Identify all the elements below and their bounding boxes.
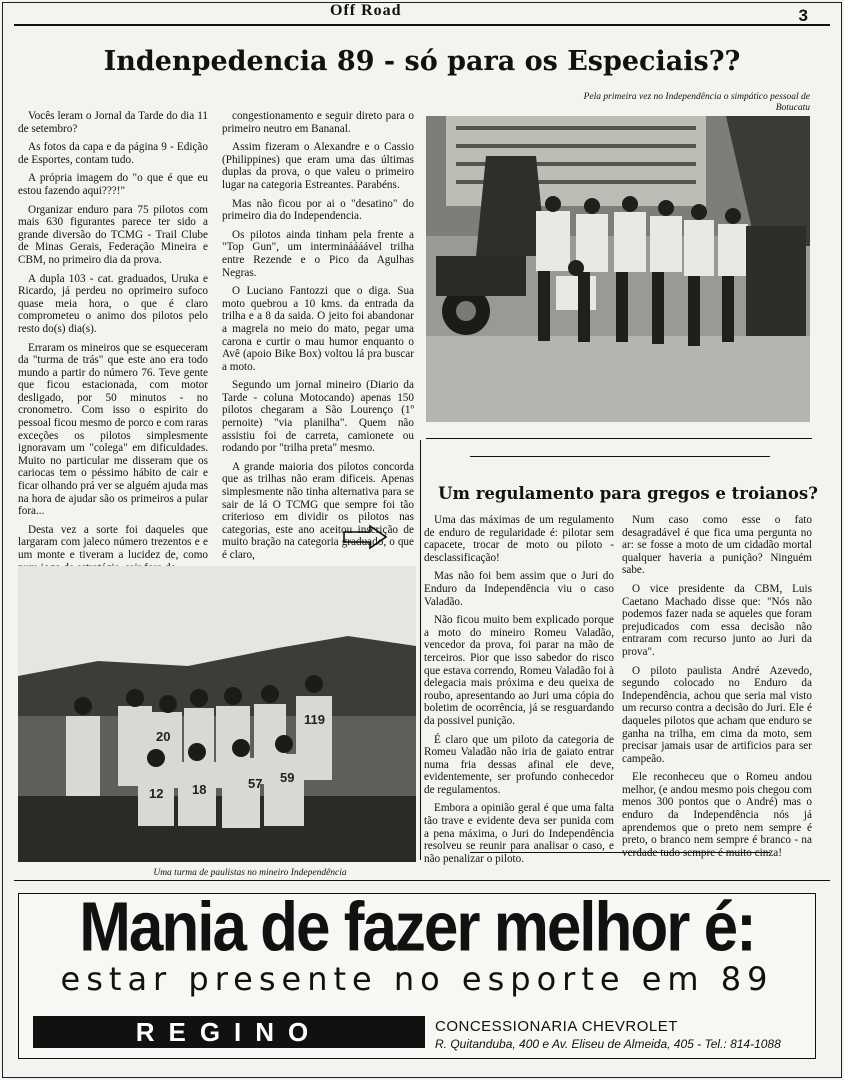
section-rule-top — [426, 438, 812, 439]
article-column-4 — [622, 514, 812, 865]
page-number: 3 — [798, 6, 808, 25]
headline: Indenpedencia 89 - só para os Especiais?? — [103, 46, 741, 77]
section-rule-short — [470, 456, 770, 457]
paragraph: congestionamento e seguir direto para o primeiro neutro em Bananal. — [222, 110, 414, 135]
paragraph: Assim fizeram o Alexandre e o Cassio (Philippines) que eram uma das últimas duplas da prova, o que valeu o primeiro lugar na categoria Estreantes. Parabéns. — [222, 141, 414, 191]
paragraph: Embora a opinião geral é que uma falta tão trave e evidente deva ser punida com a pena máxima, o Juri do Independência resolveu se reunir para analisar o caso, e não penalizar o piloto. — [424, 802, 614, 865]
paragraph: Mas não ficou por ai o "desatino" do primeiro dia do Independencia. — [222, 197, 414, 223]
paragraph: Organizar enduro para 75 pilotos com mais 630 figurantes parece ter sido a grande diversão do TCMG - Trail Clube de Minas Gerais, Federação Mineira e CBM, no primeiro dia da prova. — [18, 203, 208, 266]
svg-text:57: 57 — [248, 776, 263, 791]
svg-text:20: 20 — [156, 729, 171, 744]
paragraph: É claro que um piloto da categoria de Romeu Valadão não iria de gaiato entrar numa fria dessas afinal ele deve, evidentemente, ser profundo conhecedor de regulamentos. — [424, 733, 614, 796]
advertisement — [18, 888, 816, 1059]
article-column-1 — [18, 110, 208, 580]
ad-top-rule — [14, 880, 830, 881]
regino-logo: REGINO — [33, 1016, 425, 1048]
paragraph: As fotos da capa e da página 9 - Edição de Esportes, contam tudo. — [18, 141, 208, 166]
svg-text:119: 119 — [304, 712, 325, 727]
article-column-2 — [222, 110, 414, 568]
paragraph: Erraram os mineiros que se esqueceram da "turma de trás" que este ano era todo mundo a partir do número 76. Teve gente que ficou estacionada, com motor desligado, por 50 minutos - no cronometro. Com isso o espirito do pessoal ficou mesmo de porco e com raras exceções os pilotos simplesmente ignoravam um "colega" em dificuldades. Muito no particular me disseram que os cariocas tem o péssimo hábito de cair e ficar olhando prá ver se alguém ajuda mas na hora de ajudar são os primeiros a pular fora... — [18, 341, 208, 518]
ad-subtitle: estar presente no esporte em 89 — [60, 960, 774, 998]
ad-address: R. Quitanduba, 400 e Av. Eliseu de Almeida, 405 - Tel.: 814-1088 — [435, 1037, 781, 1051]
top-rule — [14, 24, 830, 26]
photo-botucatu-team — [426, 116, 810, 422]
paragraph: Vocês leram o Jornal da Tarde do dia 11 de setembro? — [18, 110, 208, 135]
paragraph: A dupla 103 - cat. graduados, Uruka e Ricardo, já perdeu no oprimeiro sufoco quase meia hora, o que é claro comprometeu o animo dos pilotos pelo resto do(s) dia(s). — [18, 272, 208, 335]
continue-arrow-icon — [342, 524, 388, 554]
photo-paulistas-group — [18, 566, 416, 862]
article-column-3 — [424, 514, 614, 871]
paragraph: A própria imagem do "o que é que eu estou fazendo aqui???!" — [18, 172, 208, 197]
masthead: Off Road — [330, 2, 402, 19]
svg-text:59: 59 — [280, 770, 295, 785]
photo1-caption: Pela primeira vez no Independência o simpático pessoal de Botucatu — [583, 92, 810, 113]
paragraph: O piloto paulista André Azevedo, segundo colocado no Enduro da Independência, achou que seria mal visto um recurso contra a decisão do Juri. Ele é daqueles pilotos que acham que enduro se ganha na trilha, em cima da moto, sem precisar jamais usar de artificios para ser campeão. — [622, 664, 812, 765]
ad-dealer: CONCESSIONARIA CHEVROLET — [435, 1018, 678, 1035]
paragraph: Mas não foi bem assim que o Juri do Enduro da Independência viu o caso Valadão. — [424, 570, 614, 608]
paragraph: Ele reconheceu que o Romeu andou melhor, (e andou mesmo pois chegou com menos 300 pontos que o André) mas o enduro da Independência nós já aprendemos que o preto nem sempre é preto, o branco nem sempre é branco - na verdade tudo sempre é muito cinza! — [622, 771, 812, 859]
paragraph: Desta vez a sorte foi daqueles que largaram com jaleco número trezentos e e um monte e tiveram a lucidez de, como — [18, 523, 208, 561]
ad-title: Mania de fazer melhor é: — [79, 888, 755, 967]
paragraph: Os pilotos ainda tinham pela frente a "Top Gun", um intermináááável trilha entre Rezende e o Pico da Agulhas Negras. — [222, 228, 414, 279]
column-divider — [420, 440, 421, 860]
paragraph: A grande maioria dos pilotos concorda que as trilhas não eram dificeis. Apenas simplesmente não tinha alternativa para se sair de lá O TCMG que sempre foi tão criterioso em dividir os pilotos nas categorias, este ano aceitou inscrição de muito bração na categoria graduado, o que é claro, — [222, 460, 414, 561]
paragraph: O Luciano Fantozzi que o diga. Sua moto quebrou a 10 kms. da entrada da trilha e a 8 da saida. O jeito foi abandonar a magrela no meio do mato, pegar uma carona e curtir o mau humor enquanto o Avê (apoio Bike Box) voltou lá pra buscar a moto. — [222, 285, 414, 373]
svg-text:12: 12 — [149, 786, 164, 801]
subheadline: Um regulamento para gregos e troianos? — [438, 484, 818, 503]
svg-text:18: 18 — [192, 782, 207, 797]
paragraph: Uma das máximas de um regulamento de enduro de regularidade é: pilotar sem capacete, trocar de moto ou piloto - desclassificação! — [424, 514, 614, 564]
photo2-caption: Uma turma de paulistas no mineiro Independência — [153, 868, 347, 878]
paragraph: Num caso como esse o fato desagradável é que fica uma pergunta no ar: se fosse a moto de um cidadão mortal qualquer haveria a punição? Ninguém sabe. — [622, 514, 812, 577]
paragraph: O vice presidente da CBM, Luis Caetano Machado disse que: "Nós não podemos fazer nada se aqueles que foram prejudicados com essa decisão não entraram com recurso junto ao Juri da prova". — [622, 582, 812, 658]
paragraph: Não ficou muito bem explicado porque a moto do mineiro Romeu Valadão, vencedor da prova, foi parar na mão de terceiros. Pior que isso sabedor do risco que estava correndo, Romeu Valadão foi à delegacia mais próxima e deu queixa de roubo, apresentando ao Juri uma cópia do boletim de ocorrência, já se resguardando da possivel punição. — [424, 614, 614, 727]
paragraph: Segundo um jornal mineiro (Diario da Tarde - coluna Motocando) apenas 150 pilotos chegaram a São Lourenço (1º pernoite) "via planilha". Quem não assistiu foi de carreta, camionete ou rodando por "trilha preta" mesmo. — [222, 379, 414, 455]
